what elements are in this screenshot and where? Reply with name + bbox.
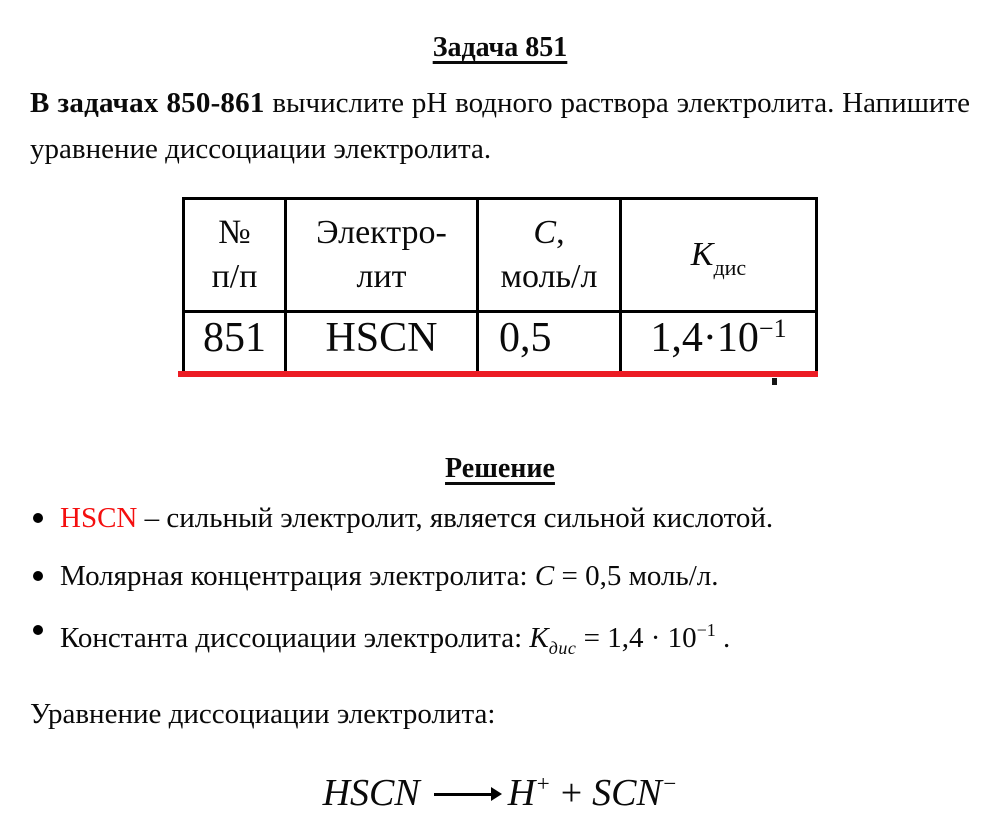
header-electrolyte-line1: Электро-	[316, 214, 447, 251]
bullet-2-label: Молярная концентрация электролита:	[60, 560, 535, 592]
equation-lhs: HSCN	[322, 772, 420, 814]
header-number-line2: п/п	[211, 258, 258, 295]
kdis-subscript: дис	[548, 638, 577, 658]
bullet-icon	[33, 571, 43, 581]
bullet-2-text	[60, 558, 719, 594]
header-kdis	[621, 199, 817, 312]
intro-line-1	[30, 80, 970, 126]
right-arrow-icon	[434, 793, 492, 796]
problem-table-grid	[182, 197, 818, 371]
red-underline-divider	[178, 371, 818, 377]
cell-electrolyte: HSCN	[286, 312, 478, 372]
page-title	[0, 31, 1000, 65]
table-data-row	[184, 312, 817, 372]
electrolyte-highlight: HSCN	[60, 502, 138, 534]
header-concentration-symbol: C	[533, 214, 557, 251]
header-kdis-subscript: дис	[713, 255, 747, 280]
header-electrolyte	[286, 199, 478, 312]
intro-paragraph	[30, 80, 970, 172]
kdis-exponent: −1	[696, 620, 716, 640]
kdis-symbol: K	[529, 622, 549, 654]
bullet-item-electrolyte-type	[33, 500, 983, 536]
kdis-value: = 1,4 · 10	[576, 622, 697, 654]
header-number	[184, 199, 286, 312]
solution-heading-text: Решение	[445, 453, 555, 484]
page-title-text: Задача 851	[432, 32, 568, 63]
bullet-icon	[33, 625, 43, 635]
bullet-3-label: Константа диссоциации электролита:	[60, 622, 530, 654]
equation-scn-charge: −	[661, 771, 678, 796]
table-header-row	[184, 199, 817, 312]
cell-kdis-exponent: −1	[758, 314, 787, 343]
bullet-2-value: = 0,5 моль/л.	[554, 560, 719, 592]
header-electrolyte-line2: лит	[356, 258, 407, 295]
cell-number: 851	[184, 312, 286, 372]
bullet-1-text	[60, 500, 773, 536]
cell-kdis-mantissa: 1,4·10	[650, 315, 759, 361]
concentration-symbol: C	[534, 560, 555, 592]
dissociation-equation	[0, 762, 1000, 815]
bullet-3-text	[60, 612, 730, 666]
solution-heading	[0, 452, 1000, 486]
intro-bold-range: В задачах 850-861	[30, 87, 265, 119]
bullet-3-period: .	[715, 622, 731, 654]
equation-plus-sign: +	[560, 772, 583, 814]
equation-h-ion: H	[507, 772, 536, 814]
cell-kdis	[621, 312, 817, 372]
bullet-icon	[33, 513, 43, 523]
bullet-item-dissociation-constant	[33, 612, 983, 666]
clipped-row-artifact	[772, 378, 777, 385]
header-concentration-units: моль/л	[500, 258, 598, 295]
equation-scn-ion: SCN	[592, 772, 662, 814]
header-concentration-comma: ,	[556, 214, 565, 251]
intro-line-1-rest: вычислите рН водного раствора электролита. Напишите	[264, 87, 970, 119]
equation-h-charge: +	[535, 771, 551, 796]
problem-table	[182, 197, 819, 371]
header-kdis-symbol: K	[690, 236, 714, 273]
bullet-item-concentration	[33, 558, 983, 594]
cell-concentration: 0,5	[478, 312, 621, 372]
equation-intro: Уравнение диссоциации электролита:	[30, 698, 496, 730]
bullet-1-rest: – сильный электролит, является сильной кислотой.	[137, 502, 774, 534]
header-number-line1: №	[218, 214, 251, 251]
intro-line-2: уравнение диссоциации электролита.	[30, 133, 492, 165]
header-concentration	[478, 199, 621, 312]
